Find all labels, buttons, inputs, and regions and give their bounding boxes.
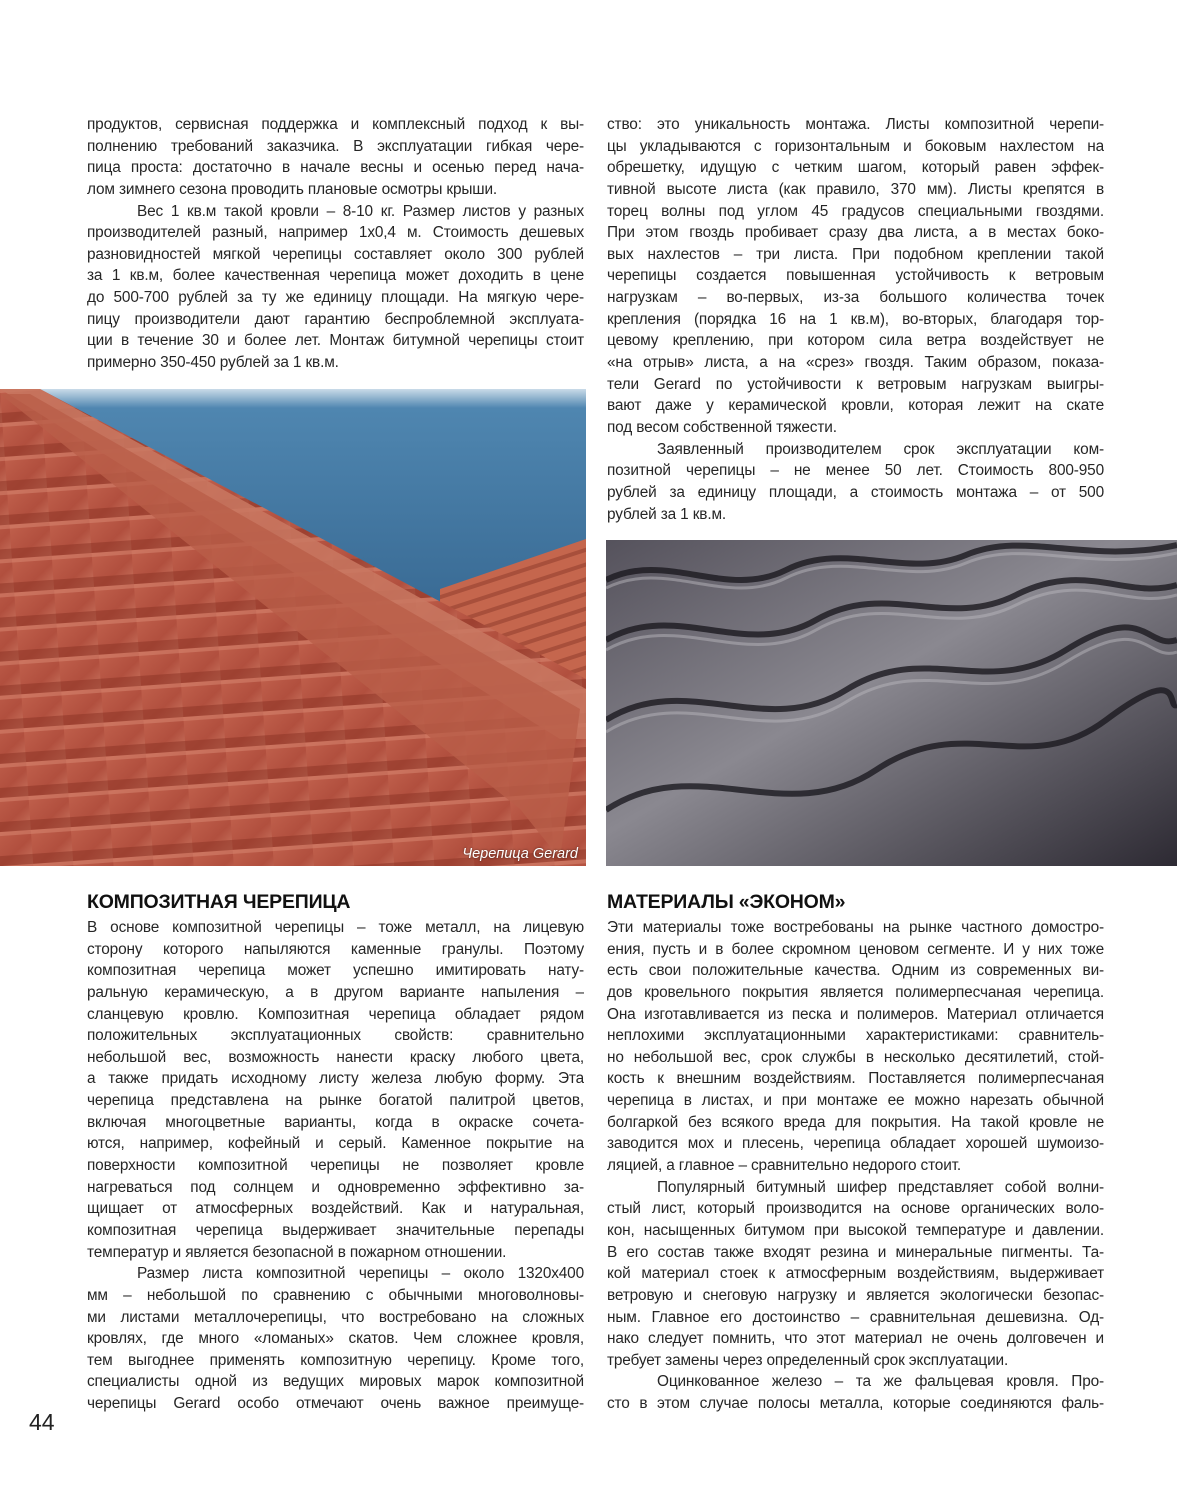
photo-metal-tile-roof [606, 540, 1177, 866]
text-line: При этом гвоздь пробивает сразу два листа, а в местах боко- [607, 224, 1104, 242]
text-line: поверхности композитной черепицы не позволяет кровле [87, 1157, 584, 1175]
text-line: под весом собственной тяжести. [607, 418, 837, 436]
top-left-column [87, 114, 584, 374]
text-line: тивной высоте листа (как правило, 370 мм). Листы крепятся в [607, 180, 1104, 198]
paragraph [607, 1177, 1104, 1372]
text-line: нагрузкам – во-первых, из-за большого количества точек [607, 289, 1104, 307]
text-line: температур и является безопасной в пожарном отношении. [87, 1243, 507, 1261]
text-line: В основе композитной черепицы – тоже металл, на лицевую [87, 919, 584, 936]
text-line: ральную керамическую, а в другом варианте напыления – [87, 983, 584, 1001]
text-line: вых нахлестов – три листа. При подобном креплении такой [607, 245, 1104, 263]
text-line: но небольшой вес, срок службы в несколько десятилетий, стой- [607, 1048, 1104, 1066]
text-line: композитная черепица выдерживает значительные перепады [87, 1221, 584, 1239]
text-line: ми листами металлочерепицы, что востребовано на сложных [87, 1308, 584, 1326]
text-line: Вес 1 кв.м такой кровли – 8-10 кг. Размер листов у разных [137, 202, 584, 220]
paragraph [607, 439, 1104, 526]
text-line: лом зимнего сезона проводить плановые осмотры крыши. [87, 180, 498, 198]
section-heading-composite: КОМПОЗИТНАЯ ЧЕРЕПИЦА [87, 891, 351, 913]
text-line: вают даже у керамической кровли, которая лежит на скате [607, 397, 1104, 415]
paragraph [607, 917, 1104, 1177]
top-right-column [607, 114, 1104, 525]
text-line: Популярный битумный шифер представляет собой волни- [657, 1178, 1104, 1196]
text-line: а также придать исходному листу железа любую форму. Эта [87, 1070, 584, 1088]
text-line: черепицы создается повышенная устойчивость к ветровым [607, 267, 1104, 285]
text-line: ство: это уникальность монтажа. Листы композитной черепи- [607, 116, 1104, 133]
text-line: разновидностей мягкой черепицы составляет около 300 рублей [87, 245, 584, 263]
photo-caption: Черепица Gerard [462, 846, 578, 862]
paragraph [87, 114, 584, 201]
text-line: щищает от атмосферных воздействий. Как и натуральная, [87, 1200, 584, 1218]
paragraph [607, 1371, 1104, 1414]
text-line: обрешетку, идущую с четким шагом, который равен эффек- [607, 159, 1104, 177]
text-line: Эти материалы тоже востребованы на рынке частного домостро- [607, 919, 1104, 936]
text-line: Размер листа композитной черепицы – около 1320х400 [137, 1265, 584, 1283]
text-line: В его состав также входят резина и минеральные пигменты. Та- [607, 1243, 1104, 1261]
text-line: заводится мох и плесень, черепица обладает хорошей шумоизо- [607, 1135, 1104, 1153]
text-line: кость к внешним воздействиям. Поставляется полимерпесчаная [607, 1070, 1104, 1088]
text-line: ются, например, кофейный и серый. Каменное покрытие на [87, 1135, 584, 1153]
text-line: крепления (порядка 16 на 1 кв.м), во-вторых, благодаря тор- [607, 310, 1104, 328]
tile-roof-image [0, 389, 586, 866]
text-line: сланцевую кровлю. Композитная черепица обладает рядом [87, 1005, 584, 1023]
text-line: позитной черепицы – не менее 50 лет. Стоимость 800-950 [607, 462, 1104, 480]
text-line: стый лист, который производится на основе органических воло- [607, 1200, 1104, 1218]
text-line: сторону которого напыляются каменные гранулы. Поэтому [87, 940, 584, 958]
paragraph [607, 114, 1104, 439]
photo-composite-tile-roof [0, 389, 586, 866]
text-line: включая многоцветные варианты, когда в окраске сочета- [87, 1113, 584, 1131]
text-line: за 1 кв.м, более качественная черепица может доходить в цене [87, 267, 584, 285]
text-line: специалисты одной из ведущих мировых марок композитной [87, 1373, 584, 1391]
text-line: тем выгоднее применять композитную черепицу. Кроме того, [87, 1351, 584, 1369]
text-line: полнению требований заказчика. В эксплуатации гибкая чере- [87, 137, 584, 155]
text-line: Заявленный производителем срок эксплуатации ком- [657, 440, 1104, 458]
composite-column [87, 917, 584, 1415]
text-line: болгаркой без всякого вреда для покрытия. На такой кровле не [607, 1113, 1104, 1131]
paragraph [87, 201, 584, 374]
metal-roof-image [606, 540, 1177, 866]
text-line: пицу производители дают гарантию беспроблемной эксплуата- [87, 310, 584, 328]
text-line: небольшой вес, возможность нанести краску любого цвета, [87, 1048, 584, 1066]
text-line: Она изготавливается из песка и полимеров. Материал отличается [607, 1005, 1104, 1023]
text-line: нагреваться под солнцем и одновременно эффективно за- [87, 1178, 584, 1196]
paragraph [87, 1263, 584, 1414]
text-line: сто в этом случае полосы металла, которые соединяются фаль- [607, 1395, 1104, 1413]
page-number: 44 [29, 1409, 55, 1435]
text-line: неплохими эксплуатационными характеристиками: сравнитель- [607, 1027, 1104, 1045]
text-line: кровлях, где много «ломаных» скатов. Чем сложнее кровля, [87, 1330, 584, 1348]
text-line: композитная черепица может успешно имитировать нату- [87, 962, 584, 980]
text-line: ветровую и снеговую нагрузку и является экологически безопас- [607, 1286, 1104, 1304]
text-line: до 500-700 рублей за ту же единицу площади. На мягкую чере- [87, 289, 584, 307]
text-line: тели Gerard по устойчивости к ветровым нагрузкам выигры- [607, 375, 1104, 393]
text-line: черепица в листах, и при монтаже ее можно нарезать обычной [607, 1092, 1104, 1110]
text-line: рублей за 1 кв.м. [607, 505, 727, 523]
text-line: цевому креплению, при котором сила ветра воздействует не [607, 332, 1104, 350]
text-line: положительных эксплуатационных свойств: сравнительно [87, 1027, 584, 1045]
text-line: производителей разный, например 1х0,4 м. Стоимость дешевых [87, 224, 584, 242]
text-line: ции в течение 30 и более лет. Монтаж битумной черепицы стоит [87, 332, 584, 350]
text-line: мм – небольшой по сравнению с обычными многоволновы- [87, 1286, 584, 1304]
text-line: кой материал стоек к атмосферным воздействиям, выдерживает [607, 1265, 1104, 1283]
text-line: кон, насыщенных битумом при высокой температуре и давлении. [607, 1221, 1104, 1239]
text-line: ляцией, а главное – сравнительно недорого стоит. [607, 1157, 961, 1175]
text-line: ения, пусть и в более скромном ценовом сегменте. И у них тоже [607, 940, 1104, 958]
text-line: цы укладываются с горизонтальным и боковым нахлестом на [607, 137, 1104, 155]
section-heading-econom: МАТЕРИАЛЫ «ЭКОНОМ» [607, 891, 846, 913]
text-line: «на отрыв» листа, а на «срез» гвоздя. Таким образом, показа- [607, 354, 1104, 372]
text-line: требует замены через определенный срок эксплуатации. [607, 1351, 1009, 1369]
text-line: пица проста: достаточно в начале весны и осенью перед нача- [87, 159, 584, 177]
text-line: черепица представлена на рынке богатой палитрой цветов, [87, 1092, 584, 1110]
text-line: рублей за единицу площади, а стоимость монтажа – от 500 [607, 483, 1104, 501]
text-line: торец волны под углом 45 градусов специальными гвоздями. [607, 202, 1104, 220]
text-line: Оцинкованное железо – та же фальцевая кровля. Про- [657, 1373, 1104, 1391]
text-line: примерно 350-450 рублей за 1 кв.м. [87, 354, 339, 372]
paragraph [87, 917, 584, 1263]
text-line: продуктов, сервисная поддержка и комплексный подход к вы- [87, 116, 584, 133]
text-line: ным. Главное его достоинство – сравнительная дешевизна. Од- [607, 1308, 1104, 1326]
text-line: нако следует помнить, что этот материал не очень долговечен и [607, 1330, 1104, 1348]
text-line: черепицы Gerard особо отмечают очень важное преимуще- [87, 1395, 584, 1413]
text-line: есть свои положительные качества. Одним из современных ви- [607, 962, 1104, 980]
text-line: дов кровельного покрытия является полимерпесчаная черепица. [607, 983, 1104, 1001]
econom-column [607, 917, 1104, 1415]
